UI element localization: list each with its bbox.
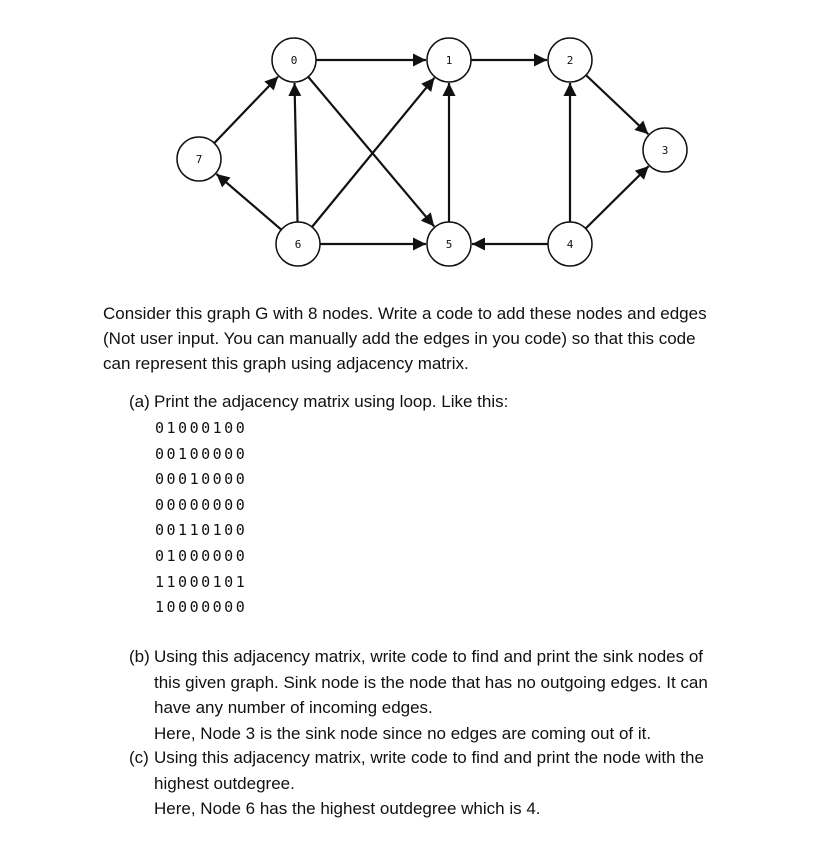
matrix-row-1: 00100000 [155,444,248,463]
svg-text:6: 6 [294,238,302,251]
question-c-line-1: Using this adjacency matrix, write code to find and print the node with the [154,748,704,767]
graph-node-7 [177,137,221,181]
matrix-row-0: 01000100 [155,419,248,437]
graph-node-2 [548,38,592,82]
edge-6-to-0 [294,83,297,222]
svg-text:2: 2 [566,54,574,67]
matrix-row-4: 00110100 [155,521,248,540]
intro-line-2: (Not user input. You can manually add the edges in you code) so that this code [103,329,696,348]
edge-2-to-3 [586,75,648,134]
question-c-line-2: highest outdegree. [154,773,295,793]
graph-node-0 [272,38,316,82]
matrix-row-2: 00010000 [155,470,248,489]
edge-7-to-0 [214,77,278,144]
question-b-label: (b) [129,647,150,666]
svg-text:7: 7 [195,153,203,166]
intro-line-3: can represent this graph using adjacency matrix. [103,354,469,373]
intro-line-1: Consider this graph G with 8 nodes. Write a code to add these nodes and edges [103,304,707,323]
edge-6-to-7 [216,174,281,230]
problem-statement [103,301,763,376]
question-b-line-1: Using this adjacency matrix, write code to find and print the sink nodes of [154,647,704,666]
adjacency-matrix-example [155,416,247,621]
svg-text:5: 5 [445,238,453,251]
graph-node-5 [427,222,471,266]
graph-node-3 [643,128,687,172]
matrix-row-6: 11000101 [155,572,248,591]
graph-node-4 [548,222,592,266]
graph-node-6 [276,222,320,266]
graph-diagram [0,0,832,280]
matrix-row-5: 01000000 [155,546,248,565]
question-b-line-3: have any number of incoming edges. [154,698,433,717]
question-b-line-4: Here, Node 3 is the sink node since no edges are coming out of it. [154,723,652,743]
question-c-label: (c) [129,748,149,767]
graph-node-1 [427,38,471,82]
svg-text:1: 1 [445,54,453,67]
matrix-row-7: 10000000 [155,598,248,617]
question-c-line-3: Here, Node 6 has the highest outdegree which is 4. [154,799,541,818]
question-b-line-2: this given graph. Sink node is the node that has no outgoing edges. It can [154,672,708,692]
svg-text:0: 0 [290,54,298,67]
question-a-label: (a) [129,392,150,411]
svg-text:4: 4 [566,238,574,251]
svg-text:3: 3 [661,144,669,157]
matrix-row-3: 00000000 [155,495,248,514]
edge-4-to-3 [586,166,649,228]
question-a-text: Print the adjacency matrix using loop. Like this: [154,392,509,411]
edge-0-to-5 [308,77,434,227]
